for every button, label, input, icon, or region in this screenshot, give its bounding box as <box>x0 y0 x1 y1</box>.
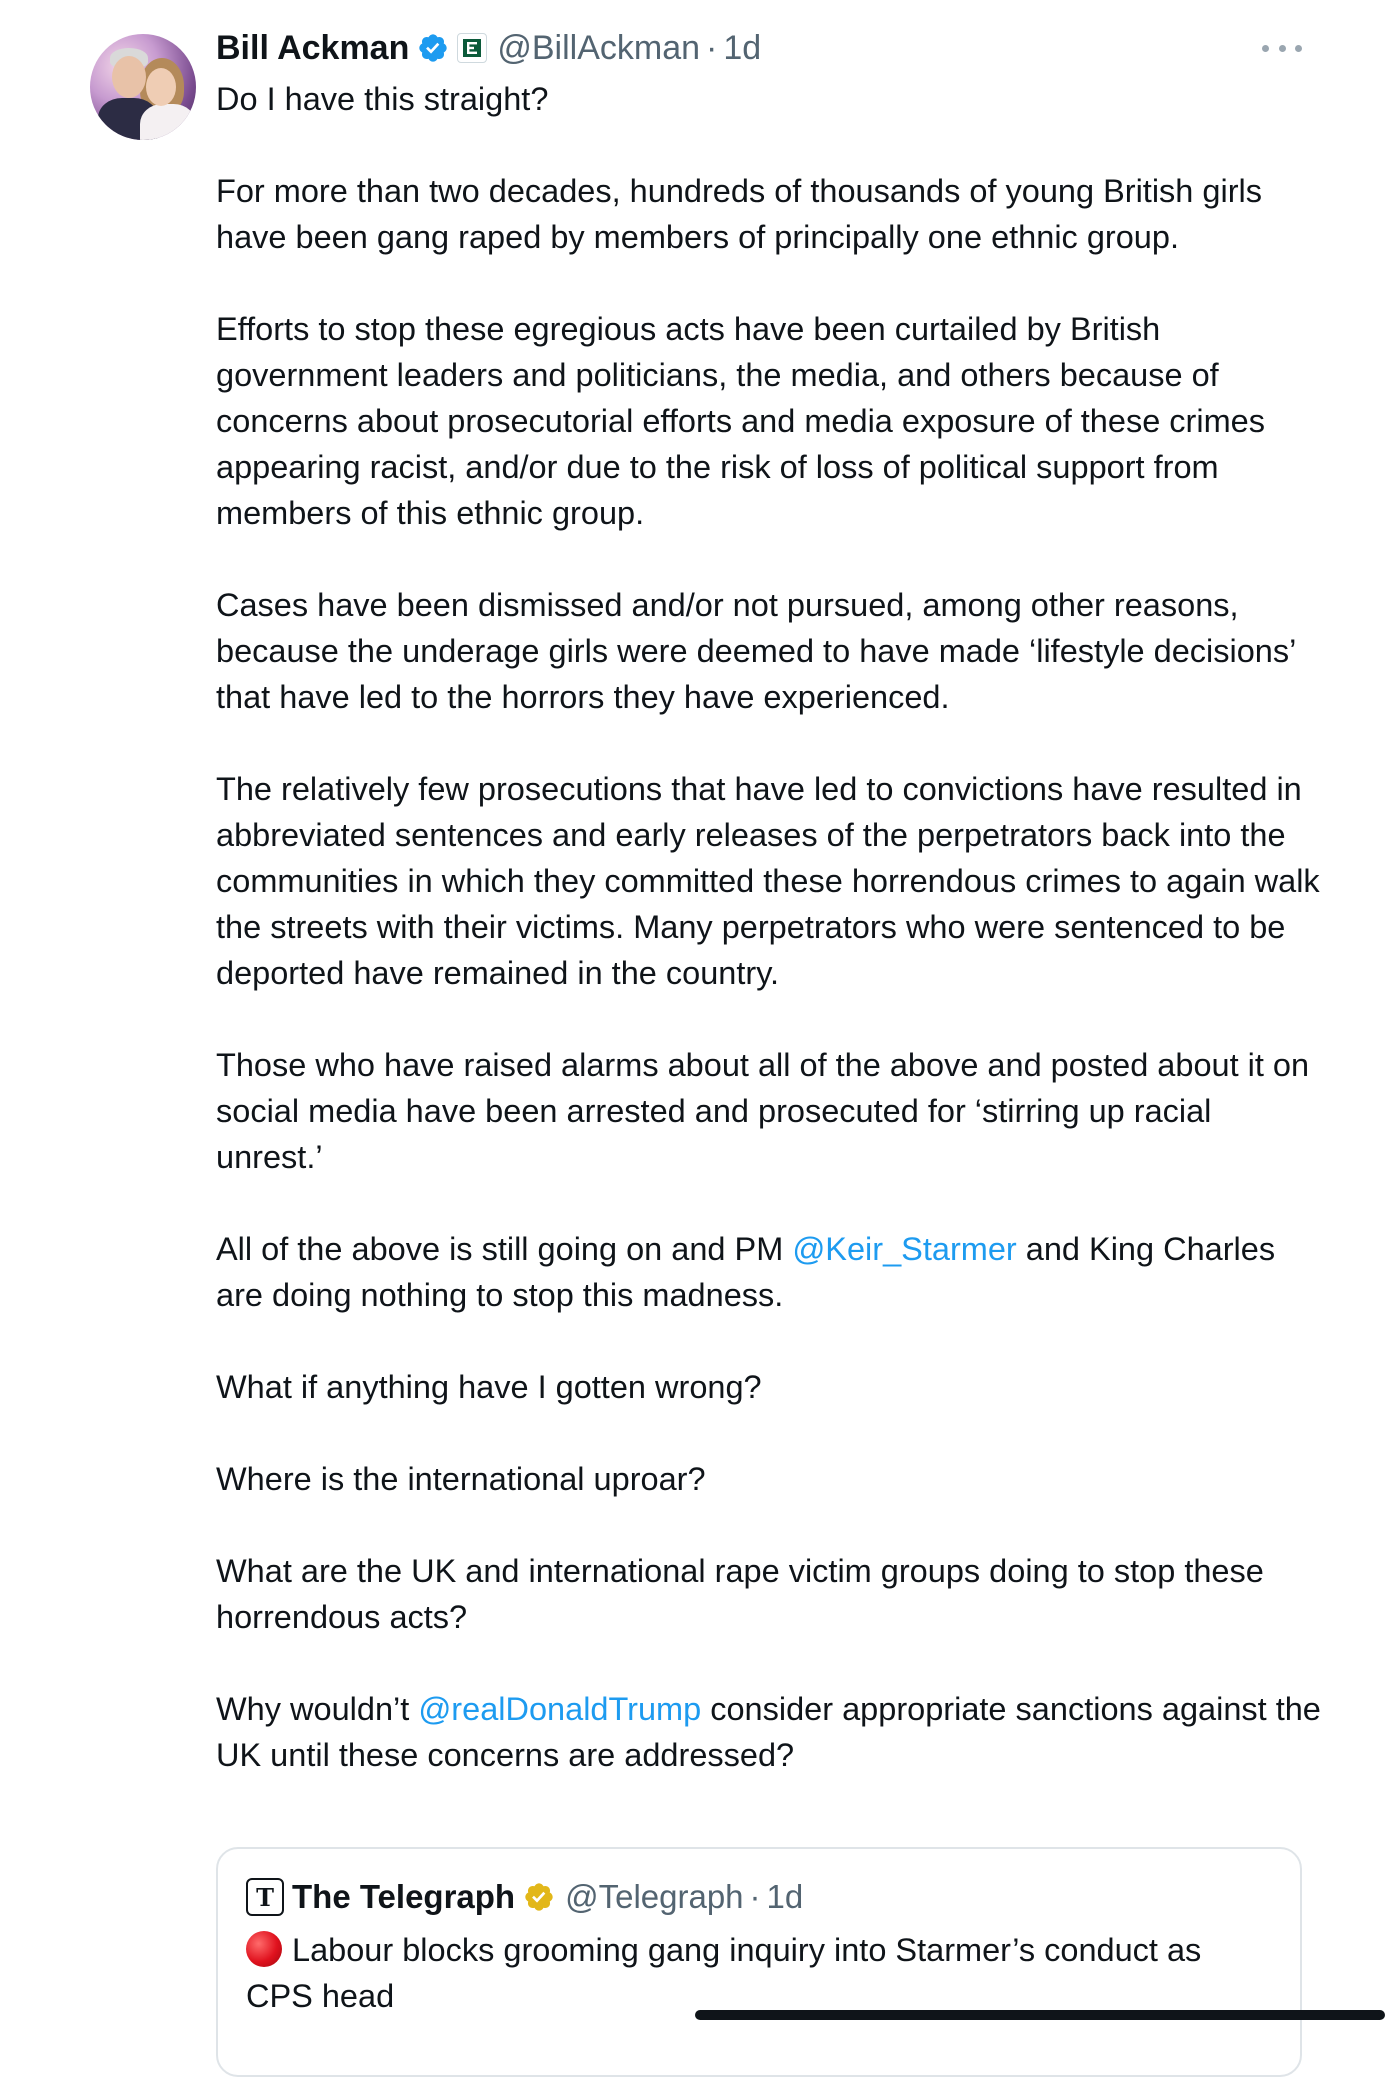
quoted-tweet-header <box>246 1875 803 1919</box>
tweet-paragraph: Where is the international uproar? <box>216 1461 706 1497</box>
author-handle[interactable]: @BillAckman <box>497 28 701 67</box>
gold-verified-badge-icon[interactable] <box>523 1881 555 1913</box>
more-dot <box>1262 45 1269 52</box>
quoted-author-handle[interactable]: @Telegraph <box>565 1878 744 1915</box>
text-segment: consider appropriate sanctions against the UK until these concerns are addressed? <box>216 1691 1321 1773</box>
tweet-paragraph: The relatively few prosecutions that have led to convictions have resulted in abbreviated sentences and early releases of the perpetrators back into the communities in which they committed these horrendous crimes to again walk the streets with their victims. Many perpetrators who were sentenced to be deported have remained in the country. <box>216 771 1320 991</box>
red-circle-icon <box>246 1931 282 1967</box>
tweet-paragraph: Efforts to stop these egregious acts have been curtailed by British government leaders and politicians, the media, and others because of concerns about prosecutorial efforts and media exposure of these crimes appearing racist, and/or due to the risk of loss of political support from members of this ethnic group. <box>216 311 1265 531</box>
tweet-paragraph: For more than two decades, hundreds of thousands of young British girls have been gang raped by members of principally one ethnic group. <box>216 173 1262 255</box>
more-options-icon[interactable] <box>1262 38 1302 58</box>
separator-dot: · <box>706 28 718 67</box>
tweet-paragraph <box>216 1226 1326 1318</box>
quoted-tweet-card[interactable] <box>216 1847 1302 2077</box>
tweet-paragraph: What if anything have I gotten wrong? <box>216 1369 762 1405</box>
quoted-tweet-body: Labour blocks grooming gang inquiry into Starmer’s conduct as CPS head <box>246 1932 1202 2014</box>
tweet-paragraph: Those who have raised alarms about all of the above and posted about it on social media have been arrested and prosecuted for ‘stirring up racial unrest.’ <box>216 1047 1310 1175</box>
mention-link[interactable]: @realDonaldTrump <box>418 1691 702 1727</box>
more-dot <box>1295 45 1302 52</box>
quoted-tweet-timestamp[interactable]: 1d <box>766 1878 804 1915</box>
telegraph-logo-icon[interactable]: T <box>246 1878 284 1916</box>
verified-badge-icon[interactable] <box>417 32 449 64</box>
text-segment: Why wouldn’t <box>216 1691 419 1727</box>
author-avatar[interactable] <box>90 34 196 140</box>
text-segment: and King Charles are doing nothing to stop this madness. <box>216 1231 1276 1313</box>
tweet-timestamp[interactable]: 1d <box>723 28 762 67</box>
separator-dot: · <box>749 1878 761 1915</box>
home-indicator-bar[interactable] <box>695 2010 1385 2020</box>
more-dot <box>1279 45 1286 52</box>
mention-link[interactable]: @Keir_Starmer <box>792 1231 1017 1267</box>
tweet-paragraph: What are the UK and international rape victim groups doing to stop these horrendous acts? <box>216 1553 1264 1635</box>
tweet-body <box>216 76 1326 1824</box>
author-name[interactable]: Bill Ackman <box>216 28 410 67</box>
quoted-tweet-text <box>246 1927 1276 2019</box>
tweet-header <box>216 22 761 74</box>
tweet-paragraph <box>216 1686 1326 1778</box>
avatar-face-shape <box>146 68 176 106</box>
quoted-author-name[interactable]: The Telegraph <box>292 1878 516 1915</box>
text-segment: All of the above is still going on and PM <box>216 1231 793 1267</box>
avatar-face-shape <box>112 56 146 98</box>
affiliation-badge-icon[interactable] <box>457 33 487 63</box>
tweet-paragraph: Cases have been dismissed and/or not pursued, among other reasons, because the underage girls were deemed to have made ‘lifestyle decisions’ that have led to the horrors they have experienced. <box>216 587 1296 715</box>
avatar-figure-shape <box>140 104 196 140</box>
tweet-paragraph: Do I have this straight? <box>216 81 549 117</box>
